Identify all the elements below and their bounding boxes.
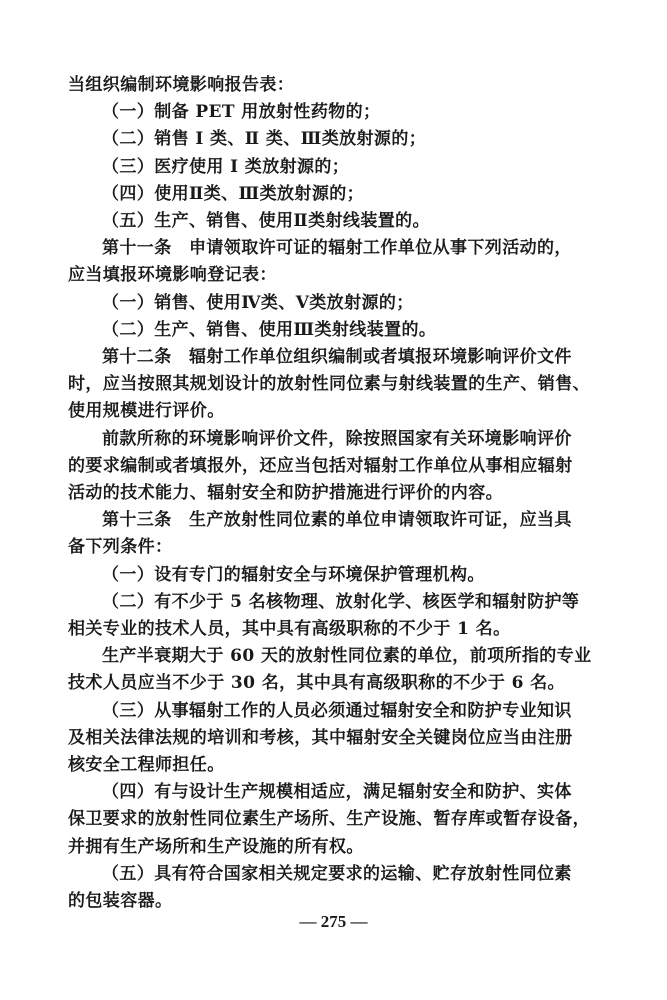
- text-line: 的要求编制或者填报外，还应当包括对辐射工作单位从事相应辐射: [68, 455, 573, 476]
- text-line: 当组织编制环境影响报告表：: [68, 75, 295, 95]
- text-line: 相关专业的技术人员，其中具有高级职称的不少于 1 名。: [68, 619, 511, 640]
- text-line: （二）生产、销售、使用Ⅲ类射线装置的。: [102, 319, 437, 340]
- text-line: （五）具有符合国家相关规定要求的运输、贮存放射性同位素: [102, 863, 572, 884]
- text-line: （三）医疗使用 Ⅰ 类放射源的；: [102, 156, 350, 177]
- text-line: （五）生产、销售、使用Ⅱ类射线装置的。: [102, 211, 430, 232]
- text-line: 第十一条 申请领取许可证的辐射工作单位从事下列活动的，: [102, 238, 572, 259]
- text-line: 保卫要求的放射性同位素生产场所、生产设施、暂存库或暂存设备，: [68, 809, 590, 830]
- text-line: （一）制备 PET 用放射性药物的；: [102, 102, 381, 123]
- text-line: 及相关法律法规的培训和考核，其中辐射安全关键岗位应当由注册: [68, 727, 573, 748]
- text-line: 应当填报环境影响登记表：: [68, 265, 277, 286]
- text-line: 核安全工程师担任。: [68, 755, 225, 776]
- text-line: （四）有与设计生产规模相适应，满足辐射安全和防护、实体: [102, 782, 572, 803]
- text-line: 的包装容器。: [68, 891, 173, 912]
- text-line: （四）使用Ⅱ类、Ⅲ类放射源的；: [102, 183, 365, 204]
- text-line: 生产半衰期大于 60 天的放射性同位素的单位，前项所指的专业: [102, 646, 592, 667]
- text-line: 前款所称的环境影响评价文件，除按照国家有关环境影响评价: [102, 428, 572, 449]
- text-line: 使用规模进行评价。: [68, 401, 225, 422]
- page-number: — 275 —: [299, 912, 368, 931]
- text-line: 第十二条 辐射工作单位组织编制或者填报环境影响评价文件: [102, 347, 572, 368]
- text-line: （一）设有专门的辐射安全与环境保护管理机构。: [102, 564, 485, 585]
- text-line: （三）从事辐射工作的人员必须通过辐射安全和防护专业知识: [102, 700, 572, 721]
- text-line: 并拥有生产场所和生产设施的所有权。: [68, 836, 364, 857]
- text-line: 时，应当按照其规划设计的放射性同位素与射线装置的生产、销售、: [68, 374, 590, 395]
- text-line: （二）有不少于 5 名核物理、放射化学、核医学和辐射防护等: [102, 591, 580, 612]
- text-line: 第十三条 生产放射性同位素的单位申请领取许可证，应当具: [102, 510, 572, 531]
- text-line: 技术人员应当不少于 30 名，其中具有高级职称的不少于 6 名。: [68, 673, 565, 694]
- text-line: 备下列条件：: [68, 537, 173, 558]
- body-text: [68, 72, 608, 915]
- text-line: 活动的技术能力、辐射安全和防护措施进行评价的内容。: [68, 483, 503, 504]
- text-line: （二）销售 Ⅰ 类、Ⅱ 类、Ⅲ类放射源的；: [102, 129, 427, 150]
- text-line: （一）销售、使用Ⅳ类、Ⅴ类放射源的；: [102, 292, 414, 313]
